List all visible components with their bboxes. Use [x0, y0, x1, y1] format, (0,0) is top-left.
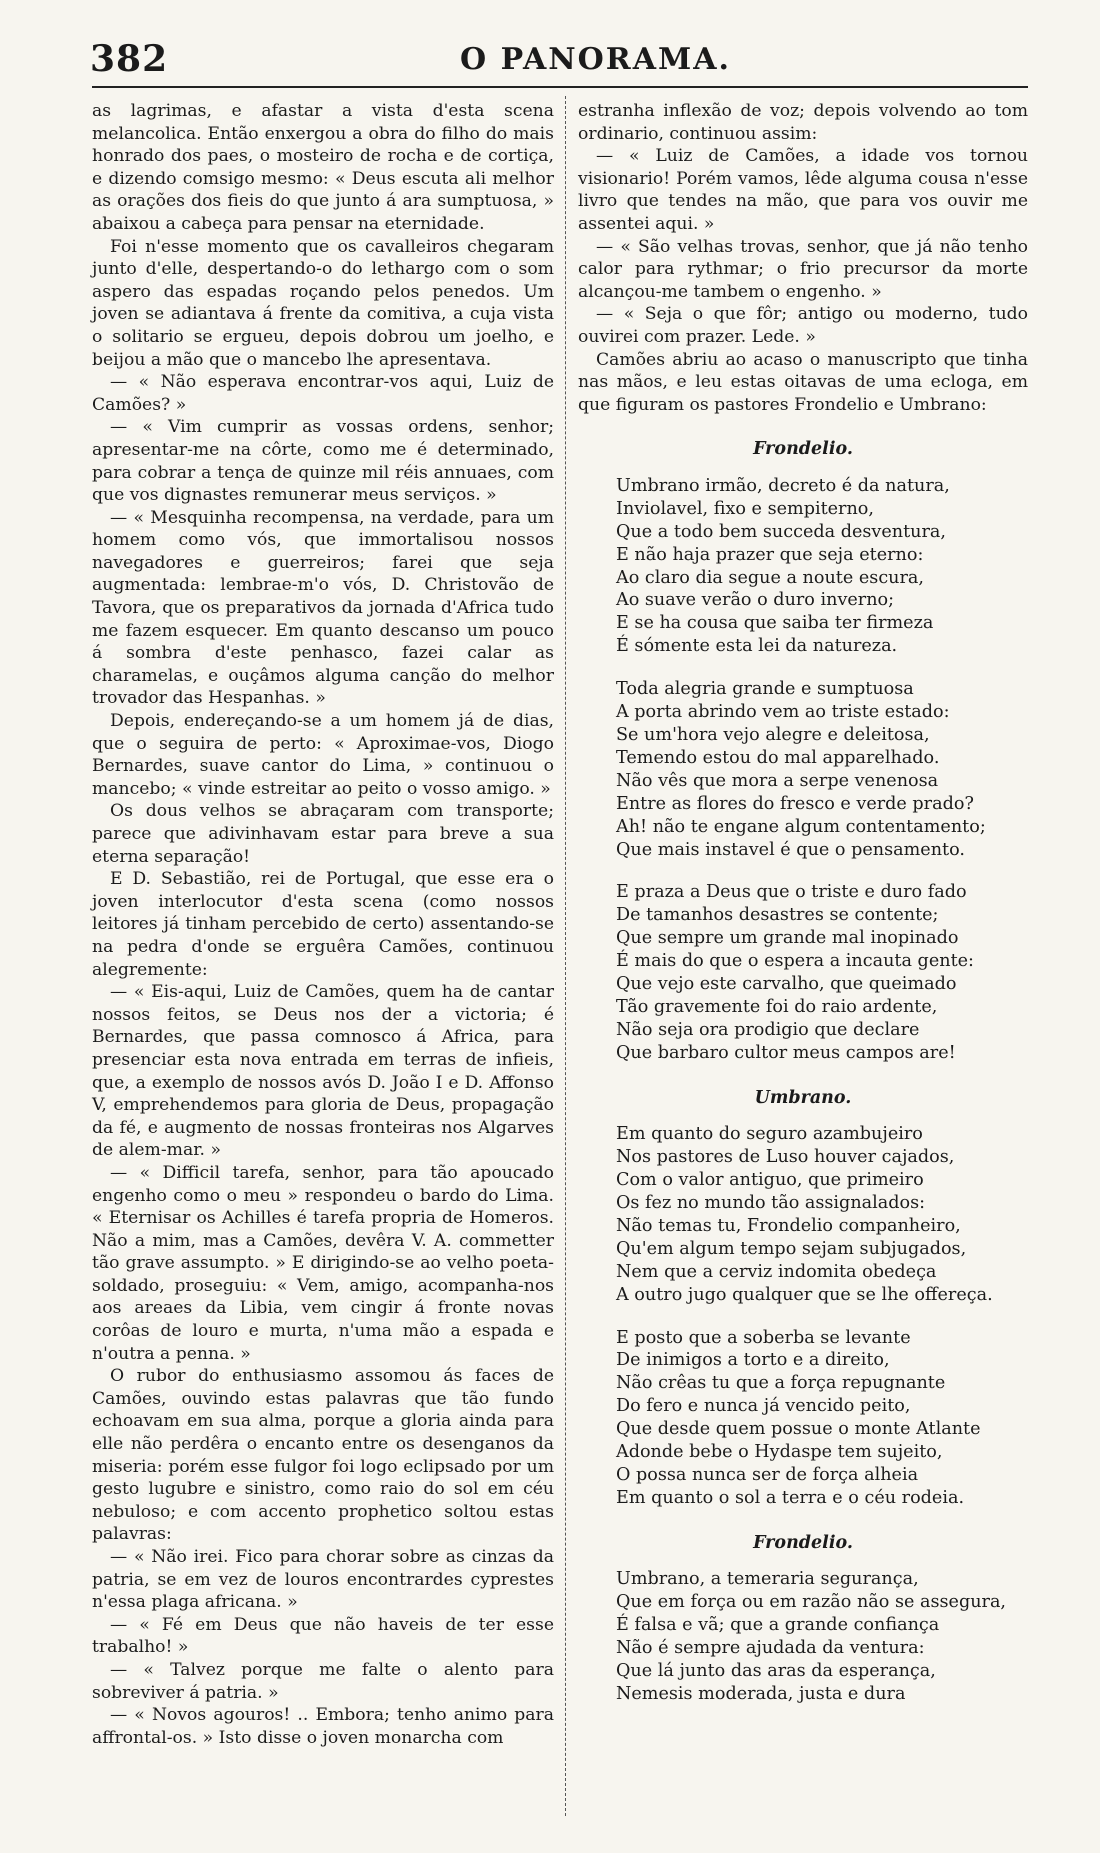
verse-line: O possa nunca ser de força alheia	[616, 1464, 919, 1485]
verse-line: Com o valor antiguo, que primeiro	[616, 1170, 924, 1191]
verse-line: Não seja ora prodigio que declare	[616, 1019, 920, 1040]
verse-line: Que lá junto das aras da esperança,	[616, 1660, 936, 1681]
verse-line: Que desde quem possue o monte Atlante	[616, 1419, 981, 1440]
verse-line: Que a todo bem succeda desventura,	[616, 521, 947, 542]
verse-line: Inviolavel, fixo e sempiterno,	[616, 498, 874, 519]
dialogue-line: — « Mesquinha recompensa, na verdade, para um homem como vós, que immortalisou nossos navegadores e guerreiros; farei que seja augmentada: lembrae-m'o vós, D. Christovão de Tavora, que os preparativos da jornada d'Africa tudo me fazem esquecer. Em quanto descanso um pouco á sombra d'este penhasco, fazei calar as charamelas, e ouçâmos alguma canção do melhor trovador das Hespanhas. »	[92, 507, 554, 709]
verse-line: Toda alegria grande e sumptuosa	[616, 679, 914, 700]
paragraph: E D. Sebastião, rei de Portugal, que esse era o joven interlocutor d'esta scena (como nossos leitores já tinham percebido de certo) assentando-se na pedra d'onde se erguêra Camões, continuou alegremente:	[92, 869, 554, 980]
stanza	[616, 475, 1028, 658]
speaker-heading: Umbrano.	[754, 1087, 852, 1108]
right-column	[578, 100, 1028, 1726]
stanza	[616, 881, 1028, 1064]
paragraph: Os dous velhos se abraçaram com transporte; parece que adivinhavam estar para breve a sua eterna separação!	[92, 801, 554, 867]
verse-line: Nemesis moderada, justa e dura	[616, 1683, 906, 1704]
verse-line: Do fero e nunca já vencido peito,	[616, 1396, 911, 1417]
verse-line: E praza a Deus que o triste e duro fado	[616, 882, 967, 903]
dialogue-line: — « Seja o que fôr; antigo ou moderno, tudo ouvirei com prazer. Lede. »	[578, 304, 1028, 347]
stanza	[616, 1123, 1028, 1306]
verse-line: Em quanto do seguro azambujeiro	[616, 1124, 923, 1145]
verse-line: A outro jugo qualquer que se lhe offereça.	[616, 1284, 993, 1305]
verse-line: Que em força ou em razão não se assegura,	[616, 1592, 1007, 1613]
verse-line: De inimigos a torto e a direito,	[616, 1350, 890, 1371]
verse-line: Adonde bebe o Hydaspe tem sujeito,	[616, 1442, 943, 1463]
verse-line: Ah! não te engane algum contentamento;	[616, 816, 986, 837]
verse-line: Umbrano, a temeraria segurança,	[616, 1569, 919, 1590]
dialogue-line: — « Eis-aqui, Luiz de Camões, quem ha de cantar nossos feitos, se Deus nos der a victoria; é Bernardes, que passa comnosco á Africa, para presenciar esta nova entrada em terras de infieis, que, a exemplo de nossos avós D. João I e D. Affonso V, emprehendemos para gloria de Deus, propagação da fé, e augmento de nossas fronteiras nos Algarves de alem-mar. »	[92, 982, 554, 1161]
verse-line: Temendo estou do mal apparelhado.	[616, 747, 940, 768]
stanza	[616, 678, 1028, 861]
header-rule	[92, 86, 1028, 88]
verse-line: Não vês que mora a serpe venenosa	[616, 770, 939, 791]
left-column	[92, 100, 554, 1749]
dialogue-line: — « Talvez porque me falte o alento para sobreviver á patria. »	[92, 1659, 554, 1703]
dialogue-line: — « Novos agouros! .. Embora; tenho animo para affrontal-os. » Isto disse o joven monarcha com	[92, 1705, 554, 1748]
dialogue-line: — « Não esperava encontrar-vos aqui, Luiz de Camões? »	[92, 372, 554, 415]
verse-line: De tamanhos desastres se contente;	[616, 905, 939, 926]
column-divider	[565, 96, 566, 1816]
verse-line: Que vejo este carvalho, que queimado	[616, 974, 957, 995]
dialogue-line: — « Não irei. Fico para chorar sobre as cinzas da patria, se em vez de louros encontrardes cyprestes n'essa plaga africana. »	[92, 1547, 554, 1613]
verse-line: Em quanto o sol a terra e o céu rodeia.	[616, 1487, 965, 1508]
stanza	[616, 1327, 1028, 1510]
verse-line: Não crêas tu que a força repugnante	[616, 1373, 946, 1394]
page-header	[90, 38, 1010, 78]
verse-line: Que barbaro cultor meus campos are!	[616, 1042, 956, 1063]
dialogue-line: — « Fé em Deus que não haveis de ter esse trabalho! »	[92, 1614, 554, 1658]
dialogue-line: — « Luiz de Camões, a idade vos tornou visionario! Porém vamos, lêde alguma cousa n'esse livro que tendes na mão, que para vos ouvir me assentei aqui. »	[578, 146, 1028, 234]
paragraph: Foi n'esse momento que os cavalleiros chegaram junto d'elle, despertando-o do lethargo com o som aspero das espadas roçando pelos penedos. Um joven se adiantava á frente da comitiva, a cuja vista o solitario se ergueu, depois dobrou um joelho, e beijou a mão que o mancebo lhe apresentava.	[92, 236, 554, 370]
dialogue-line: — « Vim cumprir as vossas ordens, senhor; apresentar-me na côrte, como me é determinado, para cobrar a tença de quinze mil réis annuaes, com que vos dignastes remunerar meus serviços. »	[92, 417, 554, 506]
paragraph: as lagrimas, e afastar a vista d'esta scena melancolica. Então enxergou a obra do filho do mais honrado dos paes, o mosteiro de rocha e de cortiça, e dizendo comsigo mesmo: « Deus escuta ali melhor as orações dos fieis do que junto á ara sumptuosa, » abaixou a cabeça para pensar na eternidade.	[92, 101, 554, 234]
paragraph: estranha inflexão de voz; depois volvendo ao tom ordinario, continuou assim:	[578, 101, 1028, 144]
verse-line: Umbrano irmão, decreto é da natura,	[616, 475, 950, 496]
verse-line: E se ha cousa que saiba ter firmeza	[616, 613, 934, 634]
verse-line: Nem que a cerviz indomita obedeça	[616, 1261, 937, 1282]
verse-line: Tão gravemente foi do raio ardente,	[616, 996, 938, 1017]
verse-line: Que sempre um grande mal inopinado	[616, 928, 959, 949]
dialogue-line: — « Difficil tarefa, senhor, para tão apoucado engenho como o meu » respondeu o bardo do Lima. « Eternisar os Achilles é tarefa propria de Homeros. Não a mim, mas a Camões, devêra V. A. commetter tão grave assumpto. » E dirigindo-se ao velho poeta-soldado, proseguiu: « Vem, amigo, acompanha-nos aos areaes da Libia, vem cingir á fronte novas corôas de louro e murta, n'uma mão a espada e n'outra a penna. »	[92, 1162, 554, 1364]
dialogue-line: — « São velhas trovas, senhor, que já não tenho calor para rythmar; o frio precursor da morte alcançou-me tambem o engenho. »	[578, 236, 1028, 302]
verse-line: E posto que a soberba se levante	[616, 1327, 911, 1348]
verse-line: E não haja prazer que seja eterno:	[616, 544, 924, 565]
speaker-heading: Frondelio.	[753, 1532, 853, 1553]
verse-line: A porta abrindo vem ao triste estado:	[616, 702, 950, 723]
verse-line: Se um'hora vejo alegre e deleitosa,	[616, 724, 930, 745]
paragraph: Depois, endereçando-se a um homem já de dias, que o seguira de perto: « Aproximae-vos, Diogo Bernardes, suave cantor do Lima, » continuou o mancebo; « vinde estreitar ao peito o vosso amigo. »	[92, 711, 554, 799]
page-number: 382	[90, 38, 169, 80]
verse-line: Entre as flores do fresco e verde prado?	[616, 793, 974, 814]
paragraph: Camões abriu ao acaso o manuscripto que tinha nas mãos, e leu estas oitavas de uma ecloga, em que figuram os pastores Frondelio e Umbrano:	[578, 349, 1028, 415]
verse-line: Qu'em algum tempo sejam subjugados,	[616, 1238, 967, 1259]
verse-line: Ao suave verão o duro inverno;	[616, 590, 895, 611]
eclogue-poem	[578, 438, 1028, 1705]
verse-line: É sómente esta lei da natureza.	[616, 636, 898, 657]
verse-line: É mais do que o espera a incauta gente:	[616, 951, 974, 972]
verse-line: É falsa e vã; que a grande confiança	[616, 1615, 940, 1636]
verse-line: Nos pastores de Luso houver cajados,	[616, 1147, 955, 1168]
verse-line: Não é sempre ajudada da ventura:	[616, 1638, 925, 1659]
speaker-heading: Frondelio.	[753, 439, 853, 460]
verse-line: Ao claro dia segue a noute escura,	[616, 567, 924, 588]
paragraph: O rubor do enthusiasmo assomou ás faces de Camões, ouvindo estas palavras que tão fundo echoavam em sua alma, porque a gloria ainda para elle não perdêra o encanto entre os desenganos da miseria: porém esse fulgor foi logo eclipsado por um gesto lugubre e sinistro, como raio do sol em céu nebuloso; e com accento prophetico soltou estas palavras:	[92, 1366, 554, 1545]
verse-line: Não temas tu, Frondelio companheiro,	[616, 1215, 961, 1236]
verse-line: Que mais instavel é que o pensamento.	[616, 839, 965, 860]
running-title: O PANORAMA.	[460, 42, 731, 77]
stanza	[616, 1568, 1028, 1705]
verse-line: Os fez no mundo tão assignalados:	[616, 1192, 926, 1213]
